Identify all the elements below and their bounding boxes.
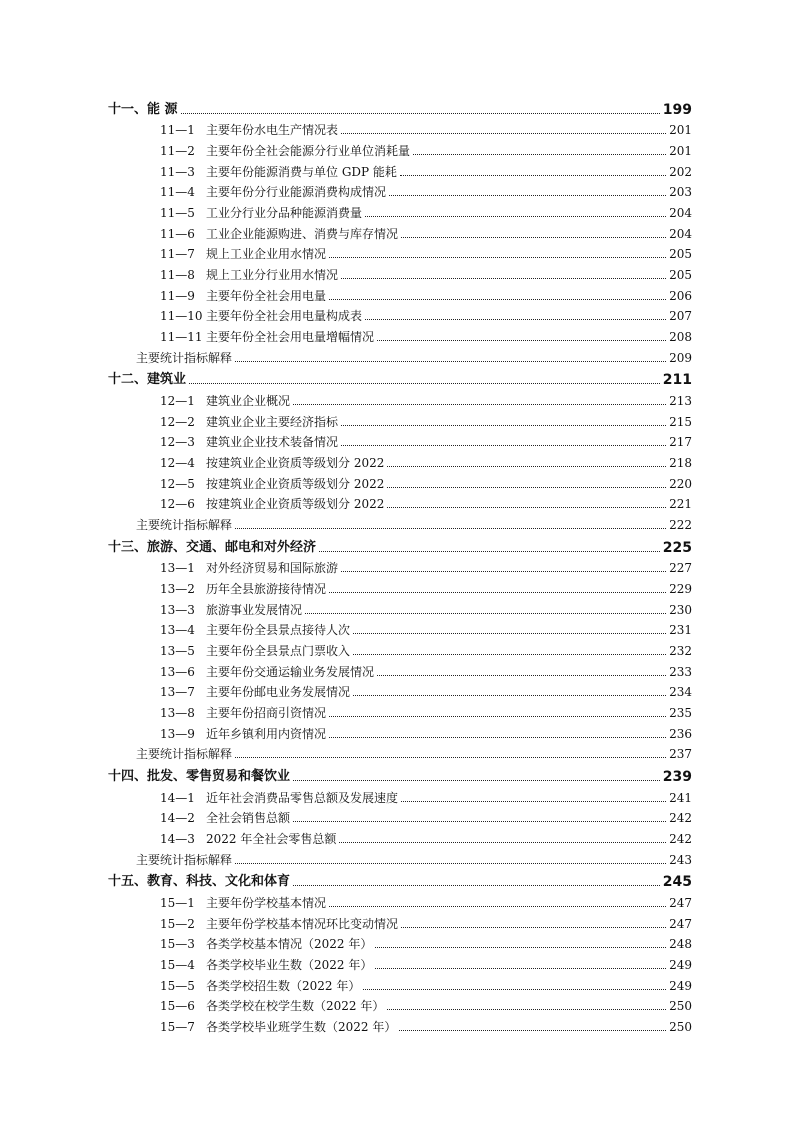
dot-leader	[365, 216, 666, 217]
dot-leader	[293, 885, 660, 886]
dot-leader	[235, 528, 666, 529]
toc-item[interactable]	[108, 972, 692, 993]
item-title: 工业分行业分品种能源消费量	[206, 205, 363, 220]
item-page: 205	[669, 247, 692, 262]
item-title: 主要年份能源消费与单位 GDP 能耗	[206, 164, 397, 179]
dot-leader	[387, 1009, 666, 1010]
dot-leader	[235, 863, 666, 864]
toc-item[interactable]	[108, 303, 692, 324]
item-number: 12—3	[160, 435, 195, 450]
toc-item[interactable]	[108, 137, 692, 158]
item-number: 13—7	[160, 685, 195, 700]
toc-item[interactable]	[108, 555, 692, 576]
item-page: 234	[669, 685, 692, 700]
item-page: 221	[669, 497, 692, 512]
item-number: 11—11	[160, 330, 203, 345]
item-number: 13—2	[160, 581, 195, 596]
item-page: 207	[669, 309, 692, 324]
dot-leader	[341, 445, 666, 446]
toc-item[interactable]	[108, 805, 692, 826]
item-page: 201	[669, 143, 692, 158]
toc-item[interactable]	[108, 658, 692, 679]
toc-item[interactable]	[108, 241, 692, 262]
item-number: 13—5	[160, 644, 195, 658]
item-number: 14—1	[160, 790, 195, 805]
chapter-row[interactable]	[108, 532, 692, 555]
item-title: 按建筑业企业资质等级划分 2022	[206, 497, 385, 512]
item-title: 近年乡镇利用内资情况	[206, 726, 327, 741]
item-page: 231	[669, 623, 692, 638]
dot-leader	[375, 947, 666, 948]
item-title: 近年社会消费品零售总额及发展速度	[206, 790, 399, 805]
toc-item[interactable]	[108, 784, 692, 805]
dot-leader	[387, 466, 666, 467]
item-number: 15—5	[160, 978, 195, 993]
item-number: 11—5	[160, 205, 195, 220]
toc-item[interactable]	[108, 617, 692, 638]
toc-item[interactable]	[108, 408, 692, 429]
dot-leader	[353, 654, 666, 655]
item-page: 241	[669, 790, 692, 805]
item-title: 各类学校毕业生数（2022 年）	[206, 957, 373, 972]
dot-leader	[341, 571, 666, 572]
item-page: 205	[669, 268, 692, 282]
item-page: 208	[669, 330, 692, 345]
chapter-page: 239	[662, 768, 692, 785]
item-title: 规上工业分行业用水情况	[206, 268, 339, 282]
dot-leader	[375, 968, 666, 969]
item-number: 11—9	[160, 288, 195, 303]
dot-leader	[181, 113, 660, 114]
item-page: 229	[669, 581, 692, 596]
dot-leader	[329, 299, 666, 300]
dot-leader	[293, 780, 660, 781]
item-title: 建筑业企业概况	[206, 393, 291, 408]
chapter-page: 199	[662, 101, 692, 118]
item-title: 2022 年全社会零售总额	[206, 832, 337, 846]
dot-leader	[377, 675, 666, 676]
dot-leader	[387, 507, 666, 508]
dot-leader	[329, 716, 666, 717]
toc-item[interactable]	[108, 889, 692, 910]
notes-title: 主要统计指标解释	[136, 518, 233, 533]
item-page: 215	[669, 414, 692, 429]
item-title: 规上工业企业用水情况	[206, 247, 327, 262]
toc-item[interactable]	[108, 951, 692, 972]
item-number: 15—1	[160, 895, 195, 910]
item-title: 主要年份水电生产情况表	[206, 123, 339, 138]
indicator-notes-row[interactable]	[108, 511, 692, 532]
dot-leader	[341, 425, 666, 426]
toc-item[interactable]	[108, 491, 692, 512]
item-page: 206	[669, 288, 692, 303]
toc-item[interactable]	[108, 679, 692, 700]
dot-leader	[235, 757, 666, 758]
toc-item[interactable]	[108, 575, 692, 596]
toc-item[interactable]	[108, 179, 692, 200]
item-title: 建筑业企业技术装备情况	[206, 435, 339, 450]
dot-leader	[377, 340, 666, 341]
indicator-notes-row[interactable]	[108, 741, 692, 762]
item-number: 11—1	[160, 123, 195, 138]
dot-leader	[293, 404, 666, 405]
item-title: 主要年份全社会用电量	[206, 288, 327, 303]
item-title: 各类学校招生数（2022 年）	[206, 978, 361, 993]
indicator-notes-row[interactable]	[108, 344, 692, 365]
item-page: 218	[669, 456, 692, 470]
notes-page: 209	[669, 350, 692, 365]
item-title: 主要年份全县景点接待人次	[206, 623, 351, 638]
item-number: 11—8	[160, 268, 195, 282]
item-page: 249	[669, 978, 692, 993]
table-of-contents	[108, 94, 692, 1034]
item-page: 217	[669, 435, 692, 450]
item-number: 13—6	[160, 664, 195, 679]
item-title: 主要年份邮电业务发展情况	[206, 685, 351, 700]
toc-item[interactable]	[108, 720, 692, 741]
item-page: 203	[669, 185, 692, 200]
chapter-row[interactable]	[108, 867, 692, 890]
dot-leader	[387, 487, 666, 488]
dot-leader	[329, 737, 666, 738]
item-number: 13—4	[160, 623, 195, 638]
toc-item[interactable]	[108, 117, 692, 138]
toc-item[interactable]	[108, 261, 692, 282]
dot-leader	[305, 613, 666, 614]
item-title: 主要年份全社会用电量构成表	[206, 309, 363, 324]
dot-leader	[353, 633, 666, 634]
toc-item[interactable]	[108, 910, 692, 931]
item-page: 202	[669, 164, 692, 179]
item-number: 12—4	[160, 456, 195, 470]
dot-leader	[235, 361, 666, 362]
toc-item[interactable]	[108, 220, 692, 241]
dot-leader	[363, 989, 666, 990]
chapter-row[interactable]	[108, 94, 692, 117]
toc-item[interactable]	[108, 470, 692, 491]
dot-leader	[341, 278, 666, 279]
toc-item[interactable]	[108, 699, 692, 720]
dot-leader	[329, 592, 666, 593]
dot-leader	[399, 1030, 666, 1031]
item-title: 主要年份全县景点门票收入	[206, 644, 351, 658]
item-number: 14—3	[160, 832, 195, 846]
toc-item[interactable]	[108, 387, 692, 408]
item-page: 220	[669, 476, 692, 491]
toc-item[interactable]	[108, 993, 692, 1014]
toc-item[interactable]	[108, 282, 692, 303]
item-page: 248	[669, 937, 692, 952]
item-number: 11—10	[160, 309, 203, 324]
item-page: 249	[669, 957, 692, 972]
chapter-page: 211	[662, 372, 692, 389]
dot-leader	[319, 551, 660, 552]
toc-item[interactable]	[108, 158, 692, 179]
item-title: 主要年份交通运输业务发展情况	[206, 664, 375, 679]
item-page: 236	[669, 726, 692, 741]
dot-leader	[329, 257, 666, 258]
dot-leader	[401, 927, 666, 928]
dot-leader	[365, 319, 666, 320]
item-title: 主要年份学校基本情况	[206, 895, 327, 910]
item-page: 242	[669, 811, 692, 826]
chapter-page: 225	[662, 539, 692, 556]
item-number: 15—2	[160, 916, 195, 931]
chapter-title: 十四、批发、零售贸易和餐饮业	[108, 768, 291, 784]
chapter-title: 十五、教育、科技、文化和体育	[108, 874, 291, 890]
chapter-row[interactable]	[108, 365, 692, 388]
item-number: 13—8	[160, 706, 195, 721]
item-page: 232	[669, 644, 692, 658]
item-title: 主要年份分行业能源消费构成情况	[206, 185, 387, 200]
item-title: 旅游事业发展情况	[206, 602, 303, 617]
chapter-page: 245	[662, 874, 692, 891]
item-number: 12—1	[160, 393, 195, 408]
item-page: 235	[669, 706, 692, 721]
dot-leader	[293, 821, 666, 822]
item-number: 11—3	[160, 164, 195, 179]
item-title: 全社会销售总额	[206, 811, 291, 826]
item-number: 15—7	[160, 1020, 195, 1034]
toc-item[interactable]	[108, 323, 692, 344]
dot-leader	[401, 801, 666, 802]
dot-leader	[341, 133, 666, 134]
notes-page: 222	[669, 518, 692, 533]
dot-leader	[339, 842, 666, 843]
toc-item[interactable]	[108, 596, 692, 617]
chapter-row[interactable]	[108, 761, 692, 784]
item-page: 227	[669, 561, 692, 576]
item-title: 各类学校基本情况（2022 年）	[206, 937, 373, 952]
notes-page: 237	[669, 747, 692, 762]
item-number: 11—7	[160, 247, 195, 262]
item-page: 213	[669, 393, 692, 408]
dot-leader	[389, 195, 666, 196]
item-page: 247	[669, 895, 692, 910]
notes-title: 主要统计指标解释	[136, 852, 233, 867]
item-page: 250	[669, 1020, 692, 1034]
toc-item[interactable]	[108, 825, 692, 846]
item-title: 按建筑业企业资质等级划分 2022	[206, 476, 385, 491]
item-number: 15—4	[160, 957, 195, 972]
notes-title: 主要统计指标解释	[136, 350, 233, 365]
item-title: 各类学校毕业班学生数（2022 年）	[206, 1020, 397, 1034]
toc-item[interactable]	[108, 449, 692, 470]
toc-item[interactable]	[108, 199, 692, 220]
item-number: 13—9	[160, 726, 195, 741]
item-page: 230	[669, 602, 692, 617]
toc-item[interactable]	[108, 931, 692, 952]
item-title: 主要年份全社会能源分行业单位消耗量	[206, 143, 411, 158]
item-number: 11—2	[160, 143, 195, 158]
item-title: 按建筑业企业资质等级划分 2022	[206, 456, 385, 470]
item-number: 12—5	[160, 476, 195, 491]
item-title: 工业企业能源购进、消费与库存情况	[206, 226, 399, 241]
item-title: 各类学校在校学生数（2022 年）	[206, 999, 385, 1014]
item-title: 主要年份学校基本情况环比变动情况	[206, 916, 399, 931]
dot-leader	[413, 154, 666, 155]
chapter-title: 十一、能 源	[108, 101, 178, 117]
toc-item[interactable]	[108, 429, 692, 450]
item-number: 13—1	[160, 561, 195, 576]
item-title: 历年全县旅游接待情况	[206, 581, 327, 596]
item-number: 12—2	[160, 414, 195, 429]
item-title: 对外经济贸易和国际旅游	[206, 561, 339, 576]
item-title: 主要年份招商引资情况	[206, 706, 327, 721]
item-title: 主要年份全社会用电量增幅情况	[206, 330, 375, 345]
item-number: 13—3	[160, 602, 195, 617]
item-page: 204	[669, 226, 692, 241]
dot-leader	[353, 695, 666, 696]
toc-item[interactable]	[108, 1013, 692, 1034]
item-page: 201	[669, 123, 692, 138]
item-page: 242	[669, 832, 692, 846]
notes-page: 243	[669, 852, 692, 867]
item-number: 12—6	[160, 497, 195, 512]
item-number: 15—6	[160, 999, 195, 1014]
dot-leader	[329, 906, 666, 907]
item-number: 14—2	[160, 811, 195, 826]
item-number: 11—4	[160, 185, 195, 200]
item-page: 247	[669, 916, 692, 931]
indicator-notes-row[interactable]	[108, 846, 692, 867]
item-page: 233	[669, 664, 692, 679]
item-number: 11—6	[160, 226, 195, 241]
toc-item[interactable]	[108, 637, 692, 658]
dot-leader	[400, 175, 666, 176]
item-page: 250	[669, 999, 692, 1014]
item-number: 15—3	[160, 937, 195, 952]
dot-leader	[401, 237, 666, 238]
chapter-title: 十三、旅游、交通、邮电和对外经济	[108, 539, 317, 555]
dot-leader	[189, 383, 660, 384]
item-title: 建筑业企业主要经济指标	[206, 414, 339, 429]
item-page: 204	[669, 205, 692, 220]
chapter-title: 十二、建筑业	[108, 372, 187, 388]
notes-title: 主要统计指标解释	[136, 747, 233, 762]
